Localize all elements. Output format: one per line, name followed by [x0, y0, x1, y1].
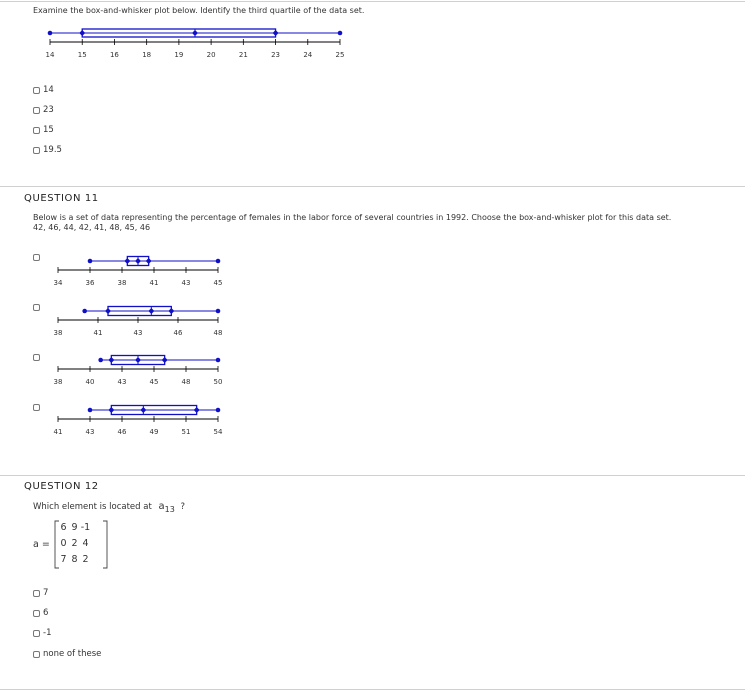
max-point	[338, 31, 343, 36]
max-point	[216, 358, 221, 363]
option-label: 19.5	[43, 145, 62, 155]
matrix-cell: 8	[71, 554, 78, 565]
q1-marker	[108, 357, 114, 363]
q11-option-4[interactable]	[33, 404, 43, 411]
q11-option-3[interactable]	[33, 354, 43, 361]
tick-label: 18	[142, 51, 152, 59]
median-marker	[148, 308, 154, 314]
q3-marker	[194, 407, 200, 413]
radio-button[interactable]	[33, 127, 40, 134]
tick-label: 34	[53, 279, 63, 287]
radio-button[interactable]	[33, 590, 40, 597]
q1-marker	[124, 258, 130, 264]
divider-q11	[0, 186, 745, 187]
q11-prompt: Below is a set of data representing the percentage of females in the labor force of several countries in 1992. Choose the box-and-whisker plot for this data set.	[33, 213, 672, 222]
option-label: 23	[43, 105, 54, 115]
matrix-row	[58, 538, 91, 549]
tick-label: 41	[149, 279, 159, 287]
matrix-cell: 2	[82, 554, 89, 565]
min-point	[48, 31, 53, 36]
tick-label: 50	[213, 378, 223, 386]
tick-label: 43	[133, 329, 143, 337]
radio-button[interactable]	[33, 354, 40, 361]
q1-marker	[108, 407, 114, 413]
q1-marker	[105, 308, 111, 314]
radio-button[interactable]	[33, 304, 40, 311]
tick-label: 54	[213, 428, 223, 436]
radio-button[interactable]	[33, 630, 40, 637]
matrix-row	[58, 554, 91, 565]
max-point	[216, 309, 221, 314]
q10-option-4[interactable]	[33, 145, 62, 155]
element-letter: a	[158, 501, 165, 512]
q10-option-1[interactable]	[33, 85, 54, 95]
q12-option-1[interactable]	[33, 588, 48, 598]
tick-label: 43	[85, 428, 95, 436]
option-label: 15	[43, 125, 54, 135]
q1-marker	[79, 30, 85, 36]
q11-title: QUESTION 11	[24, 193, 99, 204]
q11-option-2[interactable]	[33, 304, 43, 311]
q3-marker	[146, 258, 152, 264]
q11-box-plot-option-1	[50, 254, 230, 294]
min-point	[88, 259, 93, 264]
radio-button[interactable]	[33, 107, 40, 114]
bottom-divider	[0, 689, 745, 690]
matrix-cell: 7	[60, 554, 67, 565]
tick-label: 49	[149, 428, 159, 436]
tick-label: 38	[117, 279, 127, 287]
tick-label: 15	[77, 51, 87, 59]
radio-button[interactable]	[33, 651, 40, 658]
q12-title: QUESTION 12	[24, 481, 99, 492]
tick-label: 41	[93, 329, 103, 337]
tick-label: 16	[109, 51, 119, 59]
radio-button[interactable]	[33, 147, 40, 154]
min-point	[98, 358, 103, 363]
top-divider	[0, 1, 745, 2]
tick-label: 14	[45, 51, 55, 59]
matrix	[58, 522, 104, 570]
option-label: none of these	[43, 649, 102, 659]
q11-data-values: 42, 46, 44, 42, 41, 48, 45, 46	[33, 223, 151, 232]
q12-question-mark: ?	[180, 502, 186, 512]
tick-label: 43	[181, 279, 191, 287]
tick-label: 48	[181, 378, 191, 386]
q11-box-plot-option-4	[50, 403, 230, 443]
q11-box-plot-option-2	[50, 304, 230, 344]
median-marker	[135, 357, 141, 363]
radio-button[interactable]	[33, 404, 40, 411]
median-marker	[135, 258, 141, 264]
q11-box-plot-option-3	[50, 353, 230, 393]
tick-label: 21	[238, 51, 248, 59]
tick-label: 43	[117, 378, 127, 386]
tick-label: 19	[174, 51, 184, 59]
option-label: 7	[43, 588, 49, 598]
option-label: 6	[43, 608, 49, 618]
tick-label: 41	[53, 428, 63, 436]
q12-prompt-text: Which element is located at	[33, 502, 152, 512]
q10-prompt: Examine the box-and-whisker plot below. Identify the third quartile of the data set.	[33, 6, 365, 15]
tick-label: 38	[53, 378, 63, 386]
tick-label: 24	[303, 51, 313, 59]
tick-label: 40	[85, 378, 95, 386]
max-point	[216, 259, 221, 264]
matrix-cell: 4	[82, 538, 89, 549]
matrix-label: a =	[33, 539, 50, 550]
q3-marker	[162, 357, 168, 363]
q10-option-3[interactable]	[33, 125, 54, 135]
median-marker	[192, 30, 198, 36]
tick-label: 45	[149, 378, 159, 386]
matrix-row	[58, 522, 91, 533]
q3-marker	[273, 30, 279, 36]
option-label: -1	[43, 628, 52, 638]
radio-button[interactable]	[33, 87, 40, 94]
tick-label: 48	[213, 329, 223, 337]
tick-label: 25	[335, 51, 345, 59]
tick-label: 20	[206, 51, 216, 59]
tick-label: 46	[117, 428, 127, 436]
q12-option-4[interactable]	[33, 649, 101, 659]
q12-option-3[interactable]	[33, 628, 51, 638]
tick-label: 45	[213, 279, 223, 287]
element-subscript: 13	[164, 505, 175, 514]
matrix-cell: 2	[71, 538, 78, 549]
matrix-cell: -1	[80, 522, 91, 533]
q3-marker	[168, 308, 174, 314]
q12-option-2[interactable]	[33, 608, 48, 618]
divider-q12	[0, 475, 745, 476]
matrix-cell: 0	[60, 538, 67, 549]
option-label: 14	[43, 85, 54, 95]
radio-button[interactable]	[33, 254, 40, 261]
max-point	[216, 408, 221, 413]
q12-prompt	[33, 501, 185, 514]
min-point	[88, 408, 93, 413]
median-marker	[140, 407, 146, 413]
tick-label: 38	[53, 329, 63, 337]
radio-button[interactable]	[33, 610, 40, 617]
q10-option-2[interactable]	[33, 105, 54, 115]
matrix-cell: 9	[71, 522, 78, 533]
q12-element-symbol	[159, 501, 175, 512]
min-point	[82, 309, 87, 314]
matrix-cell: 6	[60, 522, 67, 533]
tick-label: 46	[173, 329, 183, 337]
tick-label: 51	[181, 428, 191, 436]
q11-option-1[interactable]	[33, 254, 43, 261]
tick-label: 36	[85, 279, 95, 287]
q10-box-plot	[40, 22, 360, 64]
tick-label: 23	[271, 51, 281, 59]
